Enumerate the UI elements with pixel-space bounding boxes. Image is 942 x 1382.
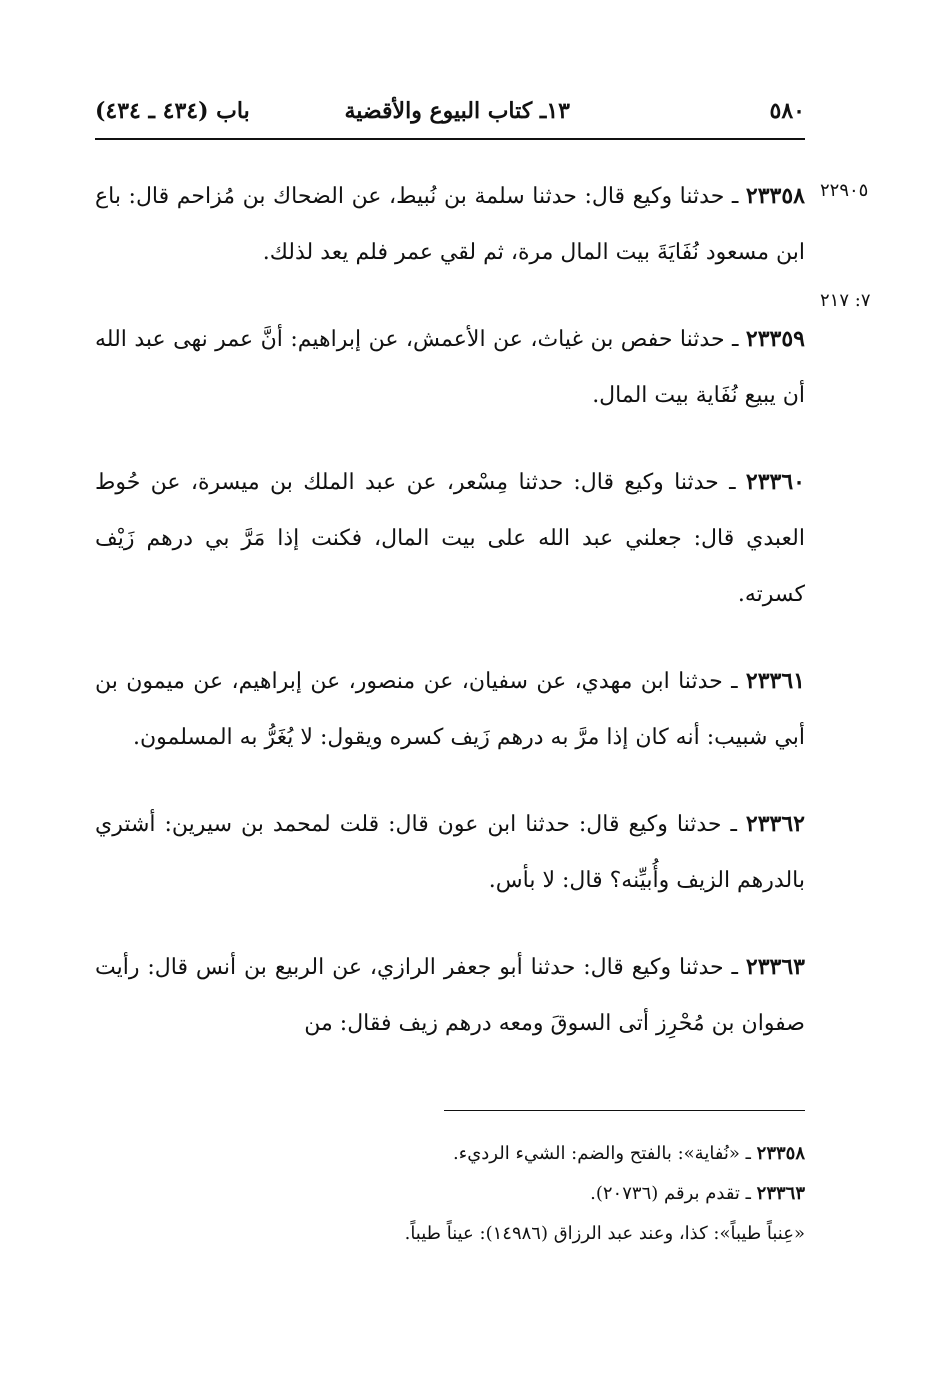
entry-number: ٢٣٣٦٠: [745, 469, 805, 495]
book-title: ١٣ـ كتاب البيوع والأقضية: [344, 98, 570, 124]
entry-text: ـ حدثنا ابن مهدي، عن سفيان، عن منصور، عن إبراهيم، عن ميمون بن أبي شبيب: أنه كان إذا مرَّ به درهم زَيف كسره ويقول: لا يُغَرُّ به المسلمون.: [95, 669, 805, 750]
footnote-number: ٢٣٣٦٣: [756, 1183, 805, 1204]
entry-number: ٢٣٣٦٣: [745, 954, 805, 980]
entry-text: ـ حدثنا وكيع قال: حدثنا ابن عون قال: قلت لمحمد بن سيرين: أشتري بالدرهم الزيف وأُبيِّنه؟ قال: لا بأس.: [95, 812, 805, 893]
page-number: ٥٨٠: [769, 98, 805, 124]
hadith-entry: [95, 311, 805, 424]
margin-reference-1: ٢٢٩٠٥: [820, 180, 869, 201]
entry-number: ٢٣٣٦٢: [745, 811, 805, 837]
entry-number: ٢٣٣٥٨: [745, 183, 805, 209]
hadith-entry: [95, 168, 805, 281]
footnote-text: ـ «نُفاية»: بالفتح والضم: الشيء الرديء.: [453, 1143, 757, 1164]
entry-text: ـ حدثنا حفص بن غياث، عن الأعمش، عن إبراهيم: أنَّ عمر نهى عبد الله أن يبيع نُفَاية بيت المال.: [95, 327, 805, 408]
hadith-entry: [95, 653, 805, 766]
header-rule: [95, 138, 805, 140]
footnote: [95, 1214, 805, 1254]
footnote-text: ـ تقدم برقم (٢٠٧٣٦).: [590, 1183, 757, 1204]
entry-text: ـ حدثنا وكيع قال: حدثنا سلمة بن نُبيط، عن الضحاك بن مُزاحم قال: باع ابن مسعود نُفَايَةَ بيت المال مرة، ثم لقي عمر فلم يعد لذلك.: [95, 184, 805, 265]
hadith-entry: [95, 454, 805, 623]
entry-number: ٢٣٣٥٩: [745, 326, 805, 352]
hadith-entry: [95, 796, 805, 909]
footnote-rule: [444, 1110, 805, 1111]
footnotes: [95, 1134, 805, 1254]
main-text: [95, 168, 805, 1082]
footnote: [95, 1134, 805, 1174]
footnote-number: ٢٣٣٥٨: [756, 1143, 805, 1164]
entry-number: ٢٣٣٦١: [745, 668, 805, 694]
hadith-entry: [95, 939, 805, 1052]
chapter-title: باب (٤٣٤ ـ ٤٣٤): [95, 98, 250, 124]
entry-text: ـ حدثنا وكيع قال: حدثنا مِسْعر، عن عبد الملك بن ميسرة، عن حُوط العبدي قال: جعلني عبد الله على بيت المال، فكنت إذا مَرَّ بي درهم زَيْف كسرته.: [95, 470, 805, 607]
margin-reference-2: ٧: ٢١٧: [820, 290, 871, 311]
footnote: [95, 1174, 805, 1214]
page-header: [95, 92, 805, 132]
footnote-text: «عِنباً طيباً»: كذا، وعند عبد الرزاق (١٤٩٨٦): عيناً طيباً.: [404, 1223, 805, 1244]
entry-text: ـ حدثنا وكيع قال: حدثنا أبو جعفر الرازي، عن الربيع بن أنس قال: رأيت صفوان بن مُحْرِز أتى السوقَ ومعه درهم زيف فقال: من: [95, 955, 805, 1036]
